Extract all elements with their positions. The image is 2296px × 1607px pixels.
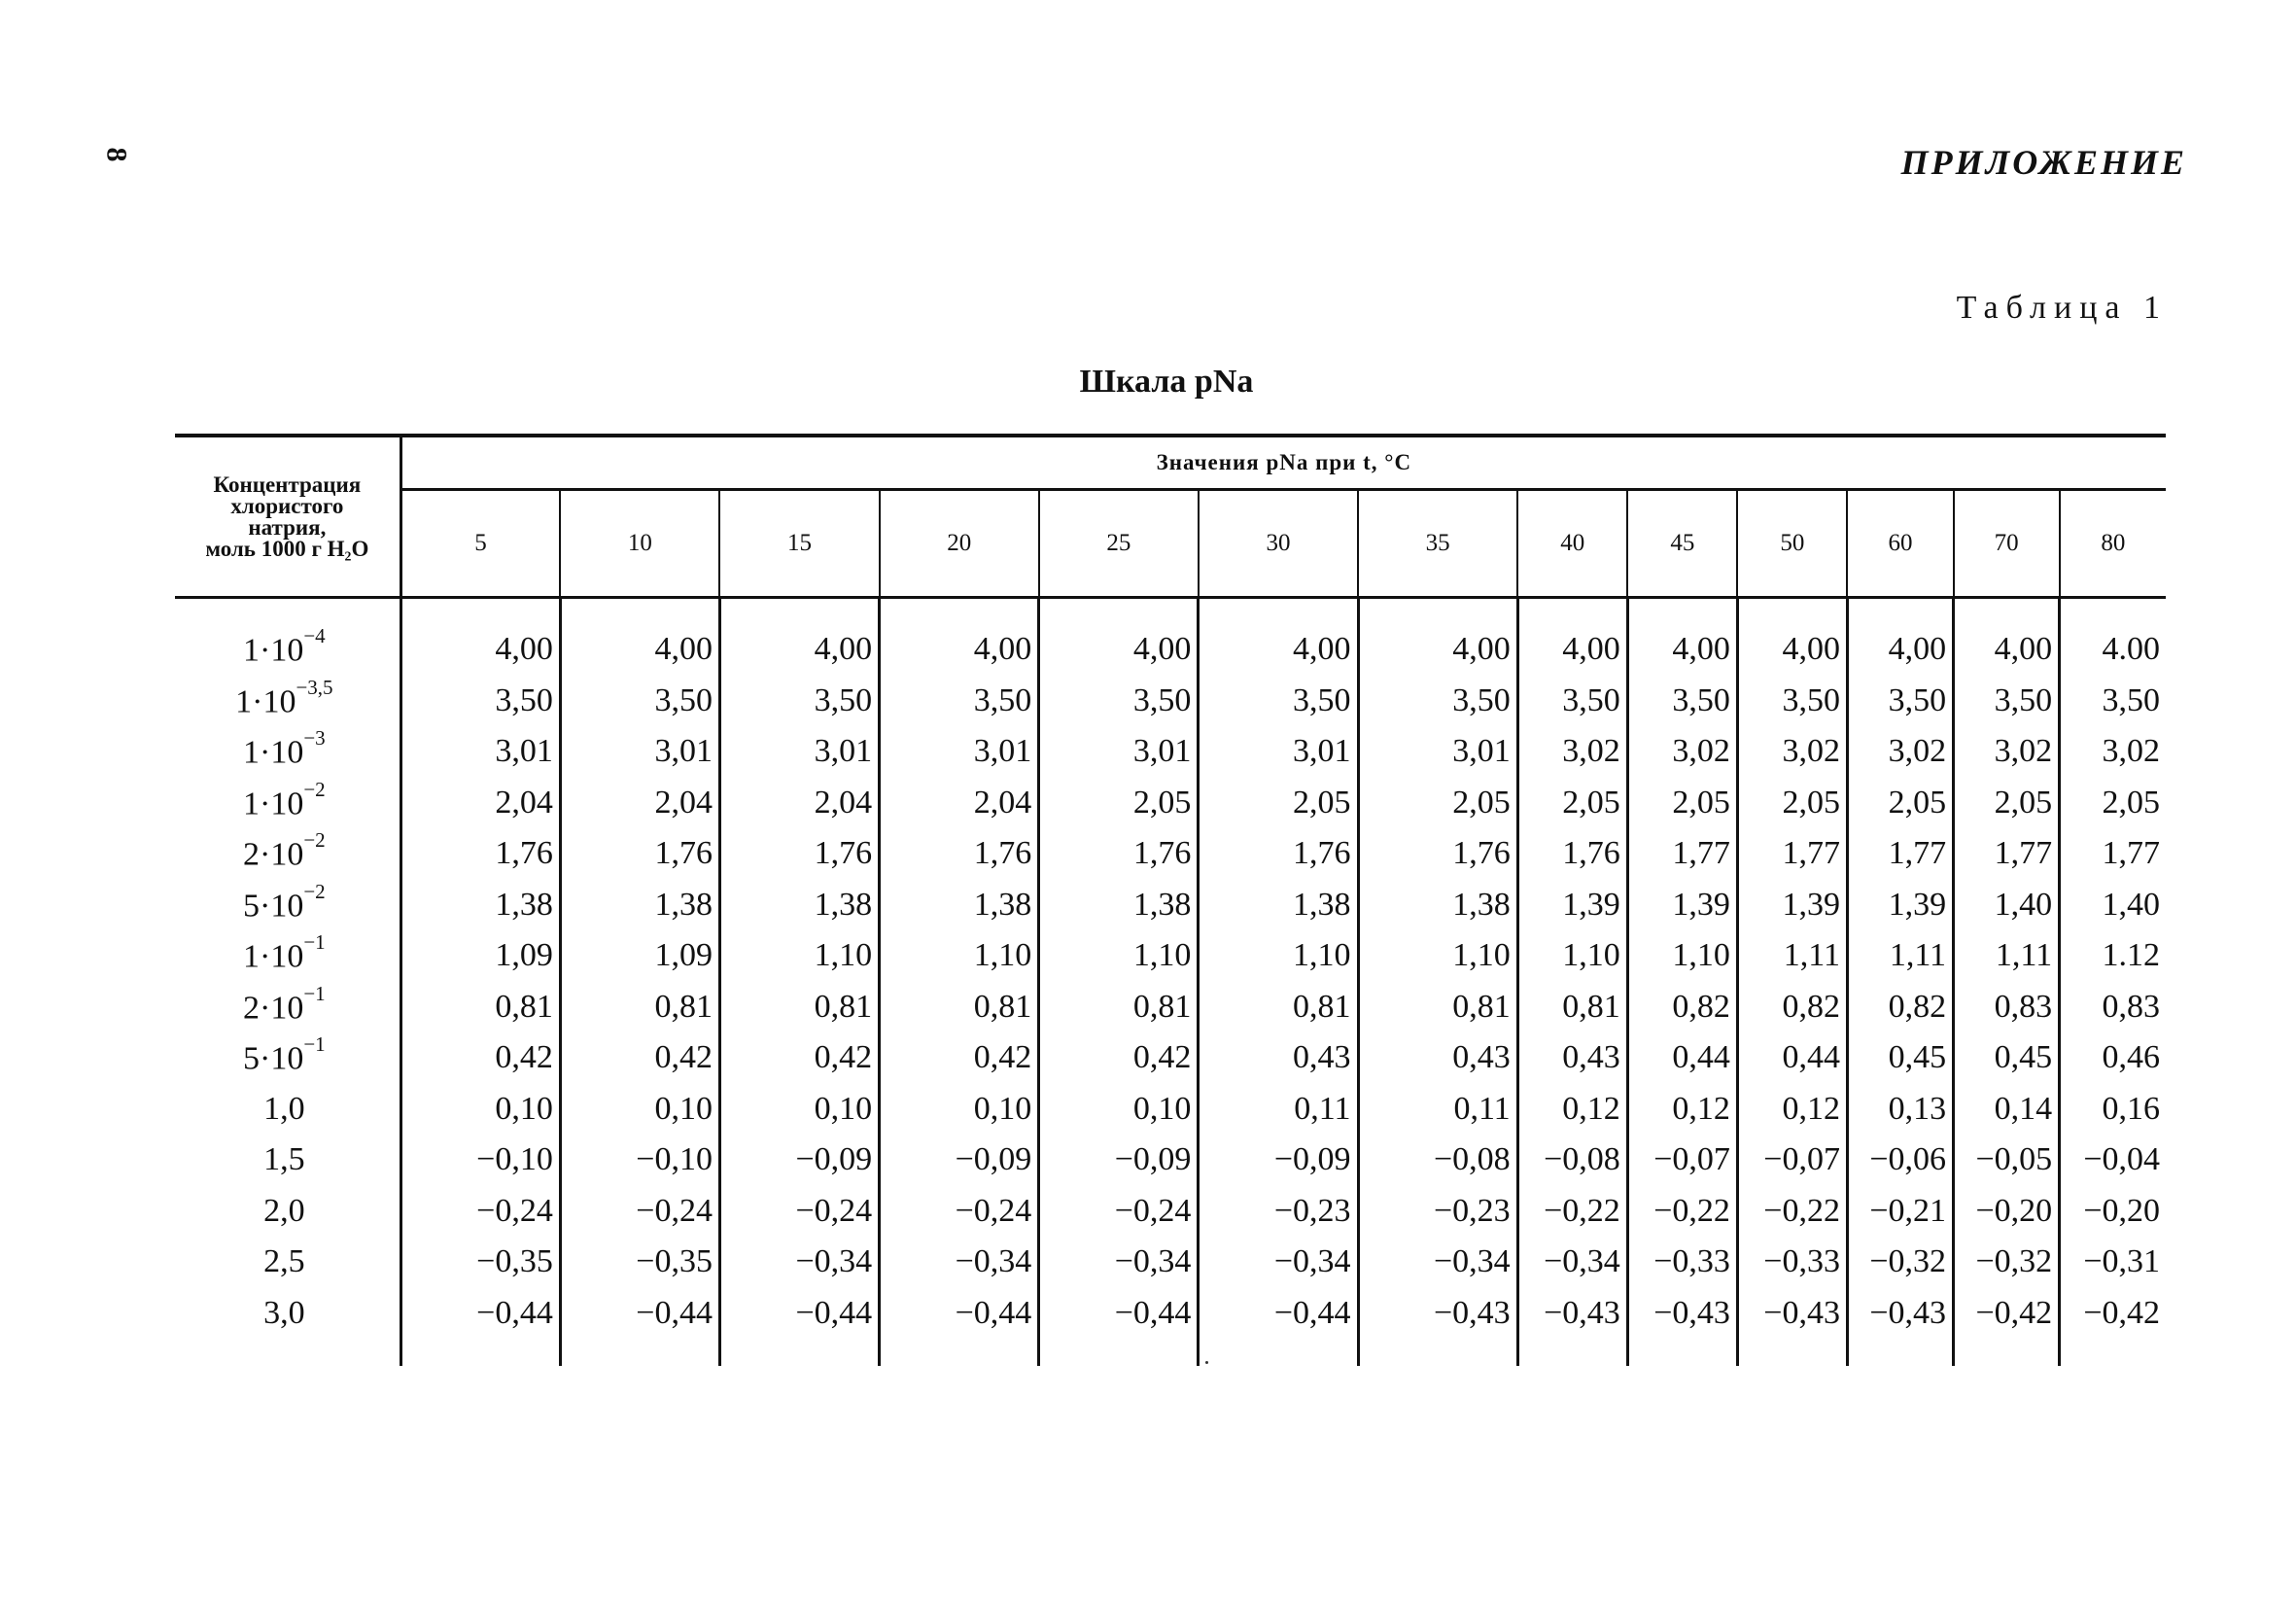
pna-value-cell: 3,50 [1199, 676, 1358, 727]
pna-value-cell: −0,09 [1039, 1135, 1199, 1186]
pna-value-cell: −0,22 [1737, 1186, 1847, 1238]
pna-value-cell: 0,43 [1199, 1032, 1358, 1084]
appendix-heading: ПРИЛОЖЕНИЕ [1900, 143, 2187, 182]
pna-value-cell: −0,23 [1199, 1186, 1358, 1238]
temperature-header-cell: 20 [880, 490, 1039, 598]
pna-value-cell: 0,45 [1954, 1032, 2060, 1084]
pna-value-cell: 3,01 [1039, 726, 1199, 778]
pna-value-cell: 1,10 [880, 930, 1039, 982]
pna-value-cell: −0,05 [1954, 1135, 2060, 1186]
concentration-cell [175, 1288, 400, 1367]
pna-value-cell: −0,07 [1627, 1135, 1737, 1186]
pna-value-cell: −0,34 [1358, 1237, 1517, 1288]
concentration-base: 1·10 [243, 632, 304, 669]
pna-value-cell: 4,00 [1358, 598, 1517, 676]
pna-value-cell: 3,50 [2102, 681, 2160, 718]
pna-value-cell: 4,00 [880, 598, 1039, 676]
pna-value-cell: −0,44 [1039, 1288, 1199, 1367]
pna-value-cell: 1,76 [1199, 828, 1358, 880]
concentration-cell [175, 828, 400, 880]
pna-value-cell: 0,83 [1954, 982, 2060, 1033]
pna-value-cell: 4,00 [400, 598, 560, 676]
pna-value-cell: −0,24 [400, 1186, 560, 1238]
pna-value-cell: 1,76 [1039, 828, 1199, 880]
concentration-base: 2·10 [243, 836, 304, 873]
concentration-exponent: −1 [303, 1032, 326, 1057]
pna-value-cell: −0,44 [560, 1288, 719, 1367]
concentration-header-line: хлористого [230, 493, 344, 518]
pna-value-cell: −0,20 [2083, 1192, 2160, 1229]
pna-value-cell: 4,00 [1517, 598, 1627, 676]
table-row [175, 880, 2166, 931]
pna-value-cell: 3,02 [1847, 726, 1953, 778]
pna-value-cell: 4,00 [1627, 598, 1737, 676]
concentration-base: 5·10 [243, 1040, 304, 1077]
pna-value-cell: 0,43 [1358, 1032, 1517, 1084]
pna-value-cell: 3,01 [1358, 726, 1517, 778]
print-speck [1205, 1361, 1208, 1364]
pna-value-cell: 2,05 [1039, 778, 1199, 829]
temperature-header-cell: 10 [560, 490, 719, 598]
pna-value-cell: 3,50 [1358, 676, 1517, 727]
pna-value-cell: −0,09 [1199, 1135, 1358, 1186]
pna-value-cell: −0,24 [719, 1186, 879, 1238]
pna-value-cell: 0,10 [1039, 1084, 1199, 1135]
pna-value-cell: 4,00 [1737, 598, 1847, 676]
pna-value-cell: −0,23 [1358, 1186, 1517, 1238]
temperature-header-cell: 50 [1737, 490, 1847, 598]
pna-value-cell: 2,05 [1627, 778, 1737, 829]
pna-value-cell: −0,32 [1847, 1237, 1953, 1288]
pna-value-cell: −0,06 [1847, 1135, 1953, 1186]
pna-value-cell: 4,00 [1847, 598, 1953, 676]
table-row [175, 930, 2166, 982]
pna-value-cell: 1,76 [1358, 828, 1517, 880]
temperature-header-cell: 25 [1039, 490, 1199, 598]
pna-value-cell: 4,00 [1039, 598, 1199, 676]
pna-value-cell: 2,04 [880, 778, 1039, 829]
pna-value-cell: −0,08 [1517, 1135, 1627, 1186]
pna-value-cell: 3,50 [1847, 676, 1953, 727]
concentration-base: 1,0 [263, 1090, 305, 1127]
pna-value-cell: 0,11 [1199, 1084, 1358, 1135]
table-row [175, 828, 2166, 880]
pna-value-cell: 3,50 [1517, 676, 1627, 727]
pna-value-cell: 0,83 [2102, 988, 2160, 1025]
pna-value-cell: 1,77 [1627, 828, 1737, 880]
pna-value-cell: −0,44 [719, 1288, 879, 1367]
concentration-cell [175, 676, 400, 727]
pna-value-cell: 4,00 [1199, 598, 1358, 676]
pna-value-cell: −0,34 [1199, 1237, 1358, 1288]
pna-value-cell: 0,45 [1847, 1032, 1953, 1084]
concentration-base: 2·10 [243, 989, 304, 1026]
pna-value-cell: −0,43 [1627, 1288, 1737, 1367]
table-row [175, 982, 2166, 1033]
pna-value-cell: −0,10 [560, 1135, 719, 1186]
concentration-base: 1,5 [263, 1141, 305, 1178]
pna-value-cell: 3,01 [880, 726, 1039, 778]
concentration-cell [175, 1084, 400, 1135]
concentration-cell [175, 1032, 400, 1084]
pna-value-cell: 0,16 [2102, 1090, 2160, 1127]
concentration-cell [175, 726, 400, 778]
pna-value-cell: −0,43 [1358, 1288, 1517, 1367]
table-row [175, 1032, 2166, 1084]
pna-value-cell: 1,76 [1517, 828, 1627, 880]
pna-value-cell: −0,43 [1517, 1288, 1627, 1367]
pna-value-cell: 1.12 [2102, 937, 2160, 974]
pna-value-cell: −0,34 [719, 1237, 879, 1288]
pna-value-cell: −0,43 [1847, 1288, 1953, 1367]
temperature-header-cell: 40 [1517, 490, 1627, 598]
pna-value-cell: 1,77 [1954, 828, 2060, 880]
temperature-header-cell: 35 [1358, 490, 1517, 598]
pna-value-cell: 1,10 [719, 930, 879, 982]
table-row [175, 1135, 2166, 1186]
concentration-exponent: −3,5 [296, 675, 333, 699]
pna-value-cell: 1,76 [719, 828, 879, 880]
pna-value-cell: 3,50 [1954, 676, 2060, 727]
temperature-header-cell: 15 [719, 490, 879, 598]
concentration-exponent: −3 [303, 726, 326, 751]
pna-value-cell: 0,12 [1517, 1084, 1627, 1135]
temperature-header-cell: 70 [1954, 490, 2060, 598]
pna-value-cell: −0,22 [1517, 1186, 1627, 1238]
pna-value-cell: 2,05 [1517, 778, 1627, 829]
pna-value-cell: 0,12 [1627, 1084, 1737, 1135]
pna-value-cell: 3,02 [1954, 726, 2060, 778]
table-title: Шкала pNa [1079, 364, 1254, 400]
pna-value-cell: 1,77 [1737, 828, 1847, 880]
concentration-base: 1·10 [243, 785, 304, 821]
concentration-cell [175, 598, 400, 676]
pna-value-cell: −0,24 [880, 1186, 1039, 1238]
pna-value-cell: 3,02 [1737, 726, 1847, 778]
concentration-header-line: моль 1000 г H₂O [205, 536, 369, 561]
pna-value-cell: −0,10 [400, 1135, 560, 1186]
pna-value-cell: 3,02 [1517, 726, 1627, 778]
temperature-group-header: Значения pNa при t, °C [400, 436, 2166, 490]
pna-value-cell: 1,09 [560, 930, 719, 982]
pna-value-cell: −0,44 [400, 1288, 560, 1367]
pna-value-cell: −0,42 [2083, 1294, 2160, 1331]
pna-value-cell: 1,38 [1199, 880, 1358, 931]
pna-value-cell: 0,82 [1627, 982, 1737, 1033]
pna-value-cell: −0,43 [1737, 1288, 1847, 1367]
pna-value-cell: 4,00 [560, 598, 719, 676]
temperature-header-cell: 60 [1847, 490, 1953, 598]
pna-value-cell: 1,11 [1954, 930, 2060, 982]
pna-value-cell: 3,50 [719, 676, 879, 727]
pna-value-cell: 3,50 [1737, 676, 1847, 727]
pna-value-cell: 0,81 [719, 982, 879, 1033]
pna-value-cell: 3,50 [880, 676, 1039, 727]
pna-value-cell: 1,76 [400, 828, 560, 880]
table-row [175, 1186, 2166, 1238]
table-row [175, 598, 2166, 676]
pna-value-cell: 3,01 [719, 726, 879, 778]
concentration-cell [175, 1186, 400, 1238]
pna-value-cell: 2,04 [719, 778, 879, 829]
pna-value-cell: 3,02 [2102, 733, 2160, 770]
pna-value-cell: 0,81 [1517, 982, 1627, 1033]
pna-value-cell: 1,11 [1847, 930, 1953, 982]
pna-value-cell: 1,38 [880, 880, 1039, 931]
pna-value-cell: 0,11 [1358, 1084, 1517, 1135]
concentration-base: 5·10 [243, 887, 304, 924]
pna-value-cell: 0,81 [1039, 982, 1199, 1033]
pna-value-cell: 0,81 [1358, 982, 1517, 1033]
pna-value-cell: 1,39 [1627, 880, 1737, 931]
pna-value-cell: −0,04 [2083, 1141, 2160, 1178]
pna-value-cell: 0,13 [1847, 1084, 1953, 1135]
pna-value-cell: 2,05 [1358, 778, 1517, 829]
pna-value-cell: 1,10 [1517, 930, 1627, 982]
pna-value-cell: 0,43 [1517, 1032, 1627, 1084]
concentration-exponent: −2 [303, 828, 326, 853]
concentration-base: 1·10 [235, 682, 296, 719]
pna-value-cell: 0,82 [1737, 982, 1847, 1033]
temperature-header-cell: 5 [400, 490, 560, 598]
pna-value-cell: 1,10 [1039, 930, 1199, 982]
pna-value-cell: 2,05 [1199, 778, 1358, 829]
table-body [175, 598, 2166, 1367]
pna-value-cell: 4,00 [719, 598, 879, 676]
pna-value-cell: 1,76 [880, 828, 1039, 880]
pna-value-cell: −0,24 [560, 1186, 719, 1238]
concentration-exponent: −2 [303, 879, 326, 903]
table-row [175, 1084, 2166, 1135]
table-row [175, 726, 2166, 778]
pna-value-cell: −0,33 [1737, 1237, 1847, 1288]
pna-value-cell: 1,76 [560, 828, 719, 880]
pna-value-cell: 1,10 [1199, 930, 1358, 982]
pna-value-cell: 2,04 [560, 778, 719, 829]
concentration-base: 1·10 [243, 938, 304, 975]
pna-value-cell: 1,40 [1954, 880, 2060, 931]
pna-value-cell: 3,02 [1627, 726, 1737, 778]
pna-value-cell: 1,38 [1039, 880, 1199, 931]
pna-value-cell: −0,33 [1627, 1237, 1737, 1288]
pna-value-cell: 3,01 [560, 726, 719, 778]
pna-value-cell: 1,38 [400, 880, 560, 931]
pna-value-cell: 0,81 [560, 982, 719, 1033]
concentration-exponent: −4 [303, 624, 326, 648]
pna-value-cell: −0,24 [1039, 1186, 1199, 1238]
pna-value-cell: −0,08 [1358, 1135, 1517, 1186]
pna-value-cell: 1,39 [1517, 880, 1627, 931]
concentration-base: 3,0 [263, 1294, 305, 1331]
pna-scale-table [175, 434, 2166, 1366]
temperature-header-cell: 30 [1199, 490, 1358, 598]
pna-value-cell: 3,50 [400, 676, 560, 727]
pna-value-cell: 1,39 [1847, 880, 1953, 931]
pna-value-cell: 3,01 [1199, 726, 1358, 778]
pna-value-cell: 0,42 [560, 1032, 719, 1084]
concentration-column-header [175, 436, 400, 598]
pna-value-cell: 1,77 [2102, 835, 2160, 872]
pna-value-cell: 0,81 [880, 982, 1039, 1033]
temperature-header-cell: 45 [1627, 490, 1737, 598]
pna-value-cell: 1,09 [400, 930, 560, 982]
pna-value-cell: 0,14 [1954, 1084, 2060, 1135]
concentration-base: 2,0 [263, 1192, 305, 1229]
pna-value-cell: 0,44 [1737, 1032, 1847, 1084]
pna-value-cell: 0,82 [1847, 982, 1953, 1033]
pna-value-cell: 0,81 [1199, 982, 1358, 1033]
pna-value-cell: 0,46 [2102, 1039, 2160, 1076]
pna-value-cell: 1,39 [1737, 880, 1847, 931]
pna-value-cell: 3,50 [560, 676, 719, 727]
concentration-header-line: натрия, [248, 514, 327, 540]
concentration-header-line: Концентрация [213, 472, 362, 497]
temperature-header-cell: 80 [2060, 490, 2166, 598]
concentration-exponent: −1 [303, 930, 326, 955]
pna-value-cell: −0,22 [1627, 1186, 1737, 1238]
pna-value-cell: −0,44 [880, 1288, 1039, 1367]
pna-value-cell: −0,35 [560, 1237, 719, 1288]
pna-value-cell: −0,07 [1737, 1135, 1847, 1186]
concentration-exponent: −2 [303, 777, 326, 801]
pna-value-cell: −0,32 [1954, 1237, 2060, 1288]
concentration-cell [175, 1237, 400, 1288]
pna-value-cell: 2,05 [2102, 784, 2160, 821]
pna-value-cell: 1,38 [1358, 880, 1517, 931]
pna-value-cell: −0,31 [2083, 1243, 2160, 1280]
pna-value-cell: 0,42 [1039, 1032, 1199, 1084]
pna-value-cell: 1,77 [1847, 828, 1953, 880]
pna-value-cell: −0,34 [1517, 1237, 1627, 1288]
pna-value-cell: 0,42 [719, 1032, 879, 1084]
pna-value-cell: 1,11 [1737, 930, 1847, 982]
pna-value-cell: −0,44 [1199, 1288, 1358, 1367]
pna-value-cell: −0,21 [1847, 1186, 1953, 1238]
pna-value-cell: 1,10 [1358, 930, 1517, 982]
temperature-header-row [175, 490, 2166, 598]
pna-value-cell: −0,09 [719, 1135, 879, 1186]
pna-value-cell: 3,50 [1627, 676, 1737, 727]
pna-value-cell: 0,10 [400, 1084, 560, 1135]
pna-value-cell: −0,34 [880, 1237, 1039, 1288]
pna-value-cell: 0,42 [880, 1032, 1039, 1084]
pna-value-cell: 3,50 [1039, 676, 1199, 727]
pna-value-cell: −0,20 [1954, 1186, 2060, 1238]
concentration-cell [175, 982, 400, 1033]
pna-value-cell: 2,04 [400, 778, 560, 829]
table-label: Таблица 1 [1956, 290, 2168, 326]
pna-value-cell: 0,81 [400, 982, 560, 1033]
pna-value-cell: 3,01 [400, 726, 560, 778]
pna-value-cell: 1,10 [1627, 930, 1737, 982]
table-row [175, 676, 2166, 727]
pna-value-cell: 0,10 [719, 1084, 879, 1135]
concentration-base: 2,5 [263, 1243, 305, 1280]
table-row [175, 1237, 2166, 1288]
pna-value-cell: 1,38 [719, 880, 879, 931]
pna-value-cell: −0,35 [400, 1237, 560, 1288]
pna-value-cell: 2,05 [1847, 778, 1953, 829]
concentration-exponent: −1 [303, 981, 326, 1005]
concentration-base: 1·10 [243, 734, 304, 771]
concentration-cell [175, 930, 400, 982]
pna-value-cell: 4,00 [1954, 598, 2060, 676]
pna-value-cell: 2,05 [1954, 778, 2060, 829]
pna-value-cell: 0,42 [400, 1032, 560, 1084]
pna-value-cell: 1,40 [2102, 886, 2160, 923]
pna-value-cell: −0,34 [1039, 1237, 1199, 1288]
concentration-cell [175, 778, 400, 829]
concentration-cell [175, 880, 400, 931]
pna-value-cell: 0,10 [880, 1084, 1039, 1135]
concentration-cell [175, 1135, 400, 1186]
table-row [175, 778, 2166, 829]
pna-value-cell: 4.00 [2102, 631, 2160, 668]
pna-value-cell: −0,09 [880, 1135, 1039, 1186]
page-number: 8 [100, 147, 133, 162]
pna-value-cell: 2,05 [1737, 778, 1847, 829]
pna-value-cell: 0,44 [1627, 1032, 1737, 1084]
table-row [175, 1288, 2166, 1367]
pna-value-cell: 0,12 [1737, 1084, 1847, 1135]
pna-value-cell: −0,42 [1954, 1288, 2060, 1367]
pna-value-cell: 0,10 [560, 1084, 719, 1135]
pna-value-cell: 1,38 [560, 880, 719, 931]
